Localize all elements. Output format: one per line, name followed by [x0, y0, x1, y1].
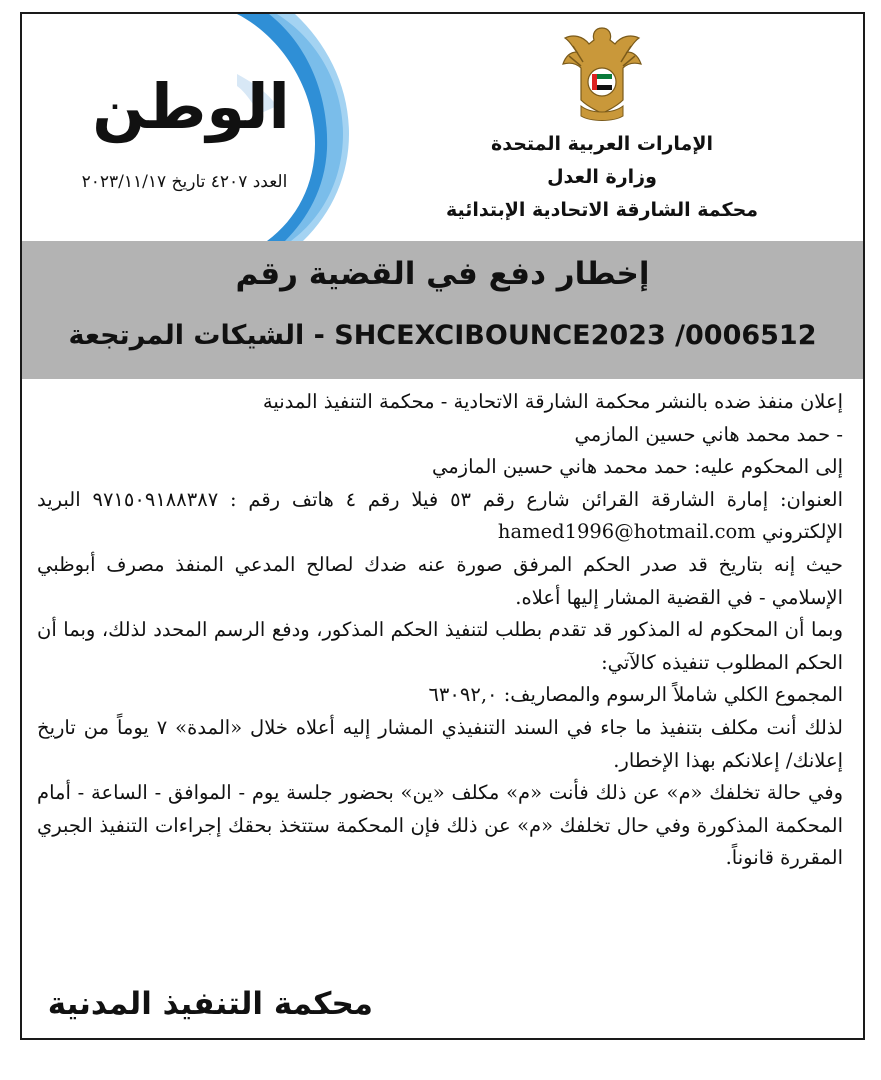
notice-paragraph: المجموع الكلي شاملاً الرسوم والمصاريف: ٦٣٠٩٢,٠ [428, 683, 843, 707]
notice-paragraph: العنوان: إمارة الشارقة القرائن شارع رقم ٥٣ فيلا رقم ٤ هاتف رقم : ٩٧١٥٠٩١٨٨٣٨٧ البريد الإلكتروني hamed1996@hotmail.com [37, 487, 843, 544]
newspaper-name: الوطن [92, 70, 290, 143]
ministry-name: وزارة العدل [547, 166, 657, 188]
notice-paragraph: حيث إنه بتاريخ قد صدر الحكم المرفق صورة عنه ضدك لصالح المدعي المنفذ مصرف أبوظبي الإسلامي - في القضية المشار إليها أعلاه. [37, 552, 843, 609]
signature-court: محكمة التنفيذ المدنية [47, 986, 373, 1022]
uae-emblem-icon [559, 22, 645, 122]
case-number-title: SHCEXCIBOUNCE2023 /0006512 - الشيكات المرتجعة [68, 320, 817, 351]
notice-paragraph: لذلك أنت مكلف بتنفيذ ما جاء في السند التنفيذي المشار إليه أعلاه خلال «المدة» ٧ يوماً من تاريخ إعلانك/ إعلانكم بهذا الإخطار. [37, 715, 843, 772]
issue-date: العدد ٤٢٠٧ تاريخ ٢٠٢٣/١١/١٧ [81, 172, 288, 192]
notice-header [22, 14, 863, 241]
court-name: محكمة الشارقة الاتحادية الإبتدائية [445, 199, 759, 221]
notice-paragraph: وفي حالة تخلفك «م» عن ذلك فأنت «م» مكلف «ين» بحضور جلسة يوم - الموافق - الساعة - أمام المحكمة المذكورة وفي حال تخلفك «م» عن ذلك فإن المحكمة ستتخذ بحقك إجراءات التنفيذ الجبري المقررة قانوناً. [37, 781, 843, 870]
notice-paragraph: إلى المحكوم عليه: حمد محمد هاني حسين المازمي [431, 455, 843, 479]
notice-frame [20, 12, 865, 1040]
country-name: الإمارات العربية المتحدة [491, 133, 713, 155]
notice-body [37, 386, 843, 875]
title-band [22, 241, 863, 379]
notice-title: إخطار دفع في القضية رقم [235, 256, 650, 292]
notice-paragraph: إعلان منفذ ضده بالنشر محكمة الشارقة الاتحادية - محكمة التنفيذ المدنية [262, 390, 843, 413]
notice-paragraph: - حمد محمد هاني حسين المازمي [574, 422, 843, 446]
notice-paragraph: وبما أن المحكوم له المذكور قد تقدم بطلب لتنفيذ الحكم المذكور، ودفع الرسم المحدد لذلك، وبما أن الحكم المطلوب تنفيذه كالآتي: [37, 618, 843, 674]
issuer-block [437, 128, 767, 227]
